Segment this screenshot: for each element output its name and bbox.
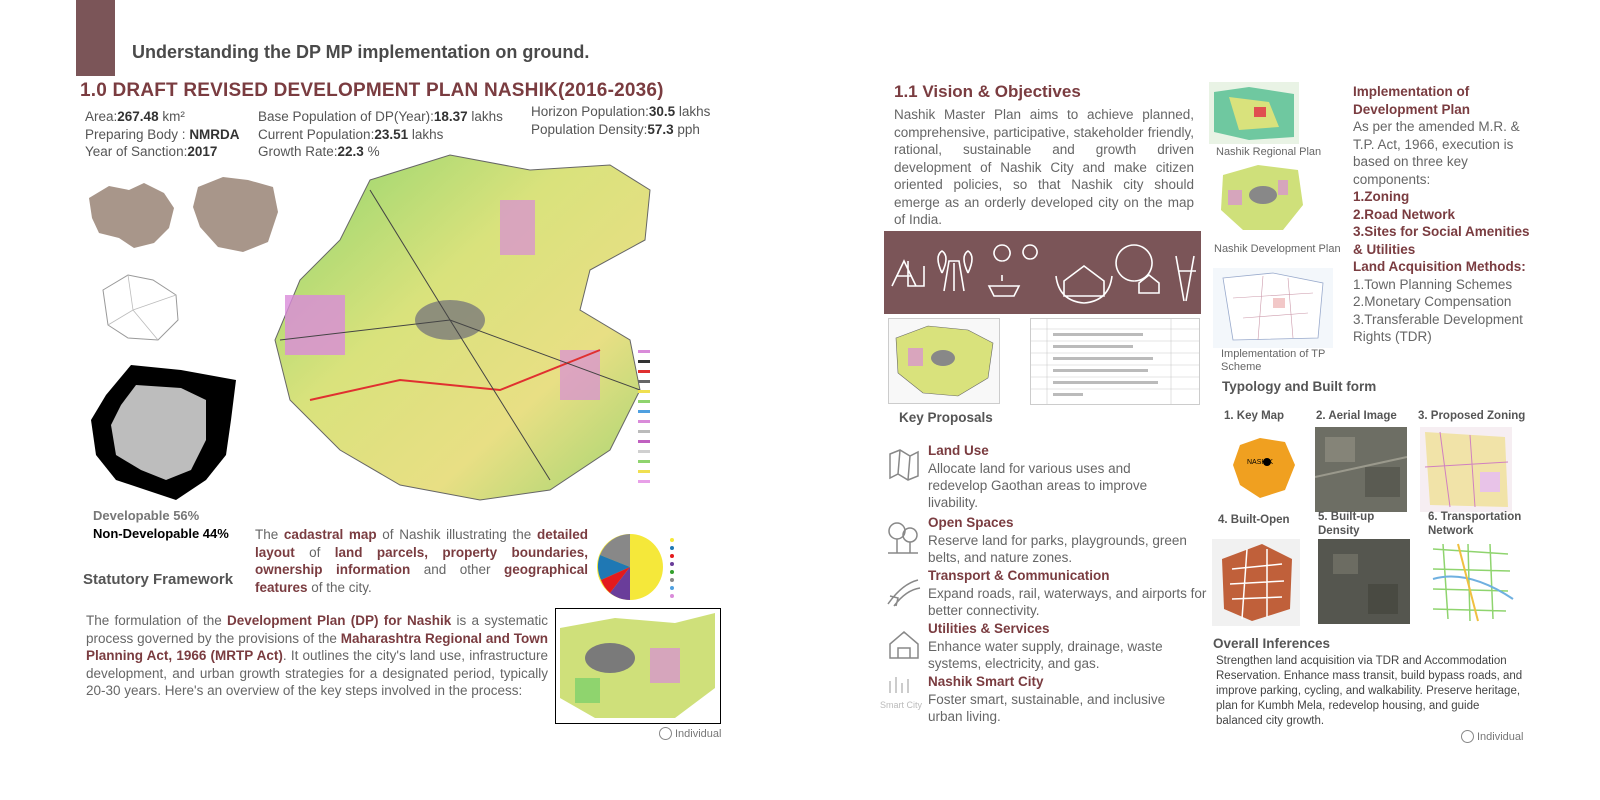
- built-open-image: [1212, 539, 1300, 626]
- stats-col-1: Area:267.48 km² Preparing Body : NMRDA Year of Sanction:2017: [85, 109, 240, 159]
- typology-label: 2. Aerial Image: [1316, 410, 1397, 422]
- statutory-framework-title: Statutory Framework: [83, 571, 234, 588]
- proposal-text: Foster smart, sustainable, and inclusive urban living.: [928, 692, 1166, 724]
- non-developable-label: Non-Developable 44%: [93, 526, 229, 541]
- page-header: Understanding the DP MP implementation on ground.: [132, 42, 590, 62]
- key-proposals-title: Key Proposals: [899, 410, 993, 425]
- vision-text: Nashik Master Plan aims to achieve planned, comprehensive, participative, stakeholder friendly, rational, sustainable and growth driven development of Nashik City and make citizen oriented policies, so that Nashik city should emerge as an orderly developed city on the map of India.: [894, 107, 1194, 227]
- component-item: 1.Zoning: [1353, 189, 1410, 204]
- development-plan-thumb: [1213, 160, 1308, 235]
- component-item: 2.Road Network: [1353, 206, 1456, 222]
- footer-right: Individual: [1461, 730, 1523, 743]
- proposal-title: Land Use: [928, 443, 989, 458]
- solar-icon: [989, 245, 1037, 296]
- tree-icon: [884, 519, 922, 557]
- key-map-image: [1225, 430, 1303, 502]
- developable-map: [86, 360, 241, 508]
- hands-house-icon: [1056, 266, 1112, 303]
- person-icon: [659, 727, 672, 740]
- road-icon: [884, 574, 922, 610]
- maharashtra-map: [84, 178, 179, 253]
- development-plan-label: Nashik Development Plan: [1214, 243, 1341, 255]
- vision-icon-band: [884, 231, 1201, 314]
- proposal-land-use-icon-wrap: [886, 446, 922, 487]
- proposal-title: Open Spaces: [928, 515, 1014, 530]
- typology-label: 5. Built-up Density: [1318, 511, 1375, 537]
- proposed-zoning-image: [1420, 427, 1512, 512]
- person-icon: [1461, 730, 1474, 743]
- svg-text:NASHIK: NASHIK: [1247, 459, 1274, 466]
- land-use-icon: [886, 446, 922, 482]
- proposal-text: Expand roads, rail, waterways, and airports for better connectivity.: [928, 586, 1207, 618]
- road-trees-icon: [938, 251, 972, 291]
- typology-title: Typology and Built form: [1222, 379, 1377, 394]
- proposal-title: Utilities & Services: [928, 621, 1050, 636]
- developable-label: Developable 56%: [93, 508, 200, 523]
- vision-title: 1.1 Vision & Objectives: [894, 82, 1081, 101]
- development-plan-map: [250, 150, 720, 515]
- section-title: 1.0 DRAFT REVISED DEVELOPMENT PLAN NASHIK(2016-2036): [80, 80, 664, 101]
- accent-bar: [76, 0, 115, 76]
- implementation-block: [1353, 83, 1531, 346]
- framework-description: The formulation of the Development Plan (DP) for Nashik is a systematic process governed by the provisions of the Maharashtra Regional and Town Planning Act, 1966 (MRTP Act). It outlines the city's land use, infrastructure development, and urban growth strategies for a designated period, typically 20-30 years. Here's an overview of the key steps involved in the process:: [86, 613, 549, 698]
- inferences-title: Overall Inferences: [1213, 636, 1331, 651]
- tp-scheme-label: Implementation of TP Scheme: [1221, 348, 1326, 373]
- aerial-image: [1315, 427, 1407, 512]
- typology-label: 3. Proposed Zoning: [1418, 410, 1526, 422]
- inferences-text: Strengthen land acquisition via TDR and Accommodation Reservation. Enhance mass transit, build bypass roads, and improve parking, cycling, and walkability. Preserve heritage, plan for Kumbh Mela, redevelop housing, and guide balanced city growth.: [1216, 655, 1523, 727]
- cadastral-description: The cadastral map of Nashik illustrating the detailed layout of land parcels, property boundaries, ownership information and other geographical features of the city.: [255, 527, 588, 595]
- method-item: 3.Transferable Development Rights (TDR): [1353, 311, 1523, 344]
- regional-plan-thumb: [1209, 82, 1299, 144]
- proposal-transport-icon-wrap: [884, 574, 922, 615]
- proposal-title: Nashik Smart City: [928, 674, 1044, 689]
- implementation-title: Implementation of Development Plan: [1353, 84, 1471, 117]
- method-item: 2.Monetary Compensation: [1353, 294, 1512, 309]
- proposal-title: Transport & Communication: [928, 568, 1110, 583]
- typology-label: 4. Built-Open: [1218, 514, 1290, 526]
- built-up-density-image: [1318, 539, 1410, 624]
- transportation-network-image: [1428, 539, 1516, 626]
- proposal-text: Reserve land for parks, playgrounds, green belts, and nature zones.: [928, 533, 1187, 565]
- proposal-text: Enhance water supply, drainage, waste systems, electricity, and gas.: [928, 639, 1163, 671]
- component-item: 3.Sites for Social Amenities & Utilities: [1353, 224, 1530, 257]
- recycle-home-icon: [1116, 245, 1159, 293]
- vision-map: [888, 318, 1000, 404]
- regional-plan-label: Nashik Regional Plan: [1216, 146, 1322, 158]
- inset-map: [555, 608, 721, 724]
- proposal-open-spaces-icon-wrap: [884, 519, 922, 562]
- smart-city-logo: Smart City: [880, 675, 922, 710]
- road-network-icon: [1176, 256, 1196, 301]
- smart-city-icon: [886, 675, 916, 695]
- stats-col-3: Horizon Population:30.5 lakhs Population Density:57.3 pph: [531, 104, 711, 137]
- landuse-pie-chart: [595, 530, 725, 605]
- proposal-text: Allocate land for various uses and redevelop Gaothan areas to improve livability.: [928, 461, 1148, 510]
- method-item: 1.Town Planning Schemes: [1353, 276, 1513, 292]
- methods-title: Land Acquisition Methods:: [1353, 259, 1526, 274]
- taluka-map: [98, 270, 183, 345]
- utilities-house-icon: [886, 628, 922, 662]
- implementation-intro: As per the amended M.R. & T.P. Act, 1966, execution is based on three key components:: [1353, 119, 1520, 187]
- footer-left: Individual: [659, 727, 721, 740]
- typology-label: 1. Key Map: [1224, 410, 1285, 422]
- stats-col-2: Base Population of DP(Year):18.37 lakhs Current Population:23.51 lakhs Growth Rate:22.3 %: [258, 109, 503, 159]
- tp-scheme-thumb: [1213, 268, 1333, 348]
- city-icon: [892, 261, 924, 286]
- typology-label: 6. Transportation Network: [1428, 511, 1522, 537]
- villages-table: [1030, 318, 1200, 405]
- proposal-utilities-icon-wrap: [886, 628, 922, 667]
